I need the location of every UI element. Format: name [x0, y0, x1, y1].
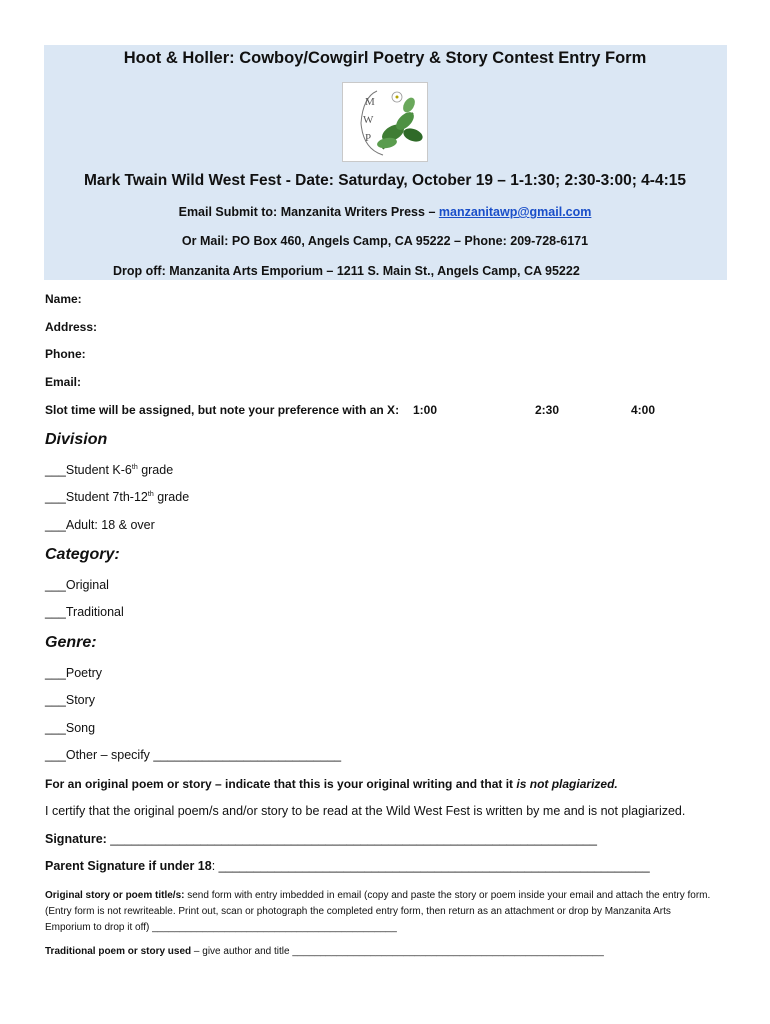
genre-heading: Genre: — [45, 634, 97, 651]
signature-blank: ______________________________________________________________________ — [106, 832, 597, 846]
traditional-label: Traditional poem or story used — [45, 946, 192, 957]
mail-line: Or Mail: PO Box 460, Angels Camp, CA 95222 – Phone: 209-728-6171 — [181, 234, 589, 248]
title-section — [45, 888, 715, 936]
leaf-logo-icon — [343, 83, 427, 161]
logo-letter-p: P — [365, 132, 372, 144]
parent-signature-line — [45, 859, 650, 873]
name-label: Name: — [45, 292, 82, 306]
category-heading: Category: — [45, 546, 120, 563]
title-section-text: send form with entry imbedded in email (copy and paste the story or poem inside your email and attach the entry form. (Entry form is not rewriteable. Print out, scan or photograph the completed entry form, then return as an attachment or drop by Manzanita Arts Emporium to drop it off) ____________________________________________ — [45, 890, 711, 933]
logo-letter-w: W — [363, 114, 374, 126]
genre-option-poetry: ___Poetry — [45, 666, 102, 680]
original-note-emphasis: is not plagiarized. — [516, 777, 618, 791]
slot-label: Slot time will be assigned, but note your preference with an X: — [45, 403, 400, 417]
dropoff-line: Drop off: Manzanita Arts Emporium – 1211 S. Main St., Angels Camp, CA 95222 — [113, 264, 580, 278]
mwp-logo — [342, 82, 428, 162]
category-option-original: ___Original — [45, 578, 109, 592]
division-option-k6-grade: grade — [137, 463, 174, 477]
email-line — [0, 205, 770, 219]
signature-line — [45, 832, 597, 846]
genre-option-song: ___Song — [45, 721, 96, 735]
phone-label: Phone: — [45, 347, 86, 361]
slot-time-3: 4:00 — [631, 403, 656, 417]
email-label: Email: — [45, 375, 82, 389]
category-option-traditional: ___Traditional — [45, 605, 124, 619]
division-option-7-12-sup: th — [147, 490, 154, 498]
original-note-text: For an original poem or story – indicate that this is your original writing and that it — [45, 777, 517, 791]
division-option-k6-text: ___Student K-6 — [45, 463, 132, 477]
parent-signature-label: Parent Signature if under 18 — [45, 859, 212, 873]
email-prefix: Email Submit to: Manzanita Writers Press – — [178, 205, 439, 219]
page-title: Hoot & Holler: Cowboy/Cowgirl Poetry & Story Contest Entry Form — [123, 49, 647, 67]
signature-label: Signature: — [45, 832, 107, 846]
genre-option-other: ___Other – specify ___________________________ — [45, 748, 342, 762]
traditional-text: – give author and title ________________________________________________________ — [191, 946, 604, 957]
title-section-label: Original story or poem title/s: — [45, 890, 185, 901]
division-option-k6-sup: th — [131, 463, 138, 471]
division-option-k6 — [45, 463, 173, 477]
address-label: Address: — [45, 320, 98, 334]
certify-statement: I certify that the original poem/s and/or story to be read at the Wild West Fest is written by me and is not plagiarized. — [45, 804, 686, 818]
traditional-section — [45, 944, 715, 960]
division-option-7-12-text: ___Student 7th-12 — [45, 490, 148, 504]
slot-time-1: 1:00 — [413, 403, 438, 417]
fest-date-line: Mark Twain Wild West Fest - Date: Saturday, October 19 – 1-1:30; 2:30-3:00; 4-4:15 — [84, 172, 686, 189]
parent-signature-blank: : ______________________________________________________________ — [211, 859, 650, 873]
division-option-adult: ___Adult: 18 & over — [45, 518, 155, 532]
slot-time-2: 2:30 — [535, 403, 560, 417]
division-option-7-12-grade: grade — [153, 490, 190, 504]
division-option-7-12 — [45, 490, 189, 504]
original-note — [45, 777, 618, 791]
genre-option-story: ___Story — [45, 693, 96, 707]
email-link[interactable]: manzanitawp@gmail.com — [438, 205, 592, 219]
division-heading: Division — [45, 431, 108, 448]
logo-letter-m: M — [365, 96, 375, 108]
